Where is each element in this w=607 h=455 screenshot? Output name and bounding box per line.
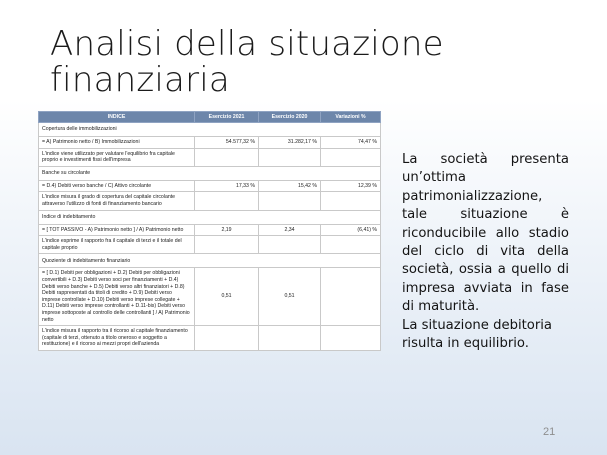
formula-cell: = D.4) Debiti verso banche / C) Attivo circolante [39,180,195,192]
description-cell: L'indice esprime il rapporto fra il capitale di terzi e il totale del capitale proprio [39,236,195,254]
header-variazioni: Variazioni % [321,112,381,123]
financial-indices-table [38,111,381,351]
formula-cell: = A) Patrimonio netto / B) Immobilizzazioni [39,137,195,149]
slide-title [50,26,570,98]
table-row [39,224,381,236]
value-2021: 2,19 [195,224,259,236]
variation-value [321,268,381,326]
commentary-paragraph-2: La situazione debitoria risulta in equilibrio. [402,317,553,352]
table-row [39,137,381,149]
formula-cell: = [ TOT PASSIVO - A) Patrimonio netto ] / A) Patrimonio netto [39,224,195,236]
value-2020: 31.282,17 % [259,137,321,149]
value-2020: 0,51 [259,268,321,326]
slide-title-line-2: finanziaria [50,60,230,100]
description-cell: L'indice misura il rapporto tra il ricorso al capitale finanziamento (capitale di terzi, ottenuto a titolo oneroso e soggetto a restituzione) e il ricorso ai mezzi propri dell'azienda [39,326,195,351]
commentary-text [402,151,569,353]
slide-title-line-1: Analisi della situazione [50,24,444,64]
description-row [39,236,381,254]
value-2021: 54.577,32 % [195,137,259,149]
formula-cell: = [ D.1) Debiti per obbligazioni + D.2) Debiti per obbligazioni convertibili + D.3) Debiti verso soci per finanziamenti + D.4) Debiti verso banche + D.5) Debiti verso altri finanziatori + D.8) Debiti rappresentati da titoli di credito + D.9) Debiti verso imprese controllate + D.10) Debiti verso imprese collegate + D.11) Debiti verso imprese controllanti + D.11-bis) Debiti verso imprese sottoposte al controllo delle controllanti ] / A) Patrimonio netto [39,268,195,326]
variation-value: 74,47 % [321,137,381,149]
value-2021: 17,33 % [195,180,259,192]
section-row [39,254,381,268]
page-number: 21 [543,426,556,438]
header-esercizio-2021: Esercizio 2021 [195,112,259,123]
value-2020: 15,42 % [259,180,321,192]
table-row [39,180,381,192]
table-header-row [39,112,381,123]
variation-value: (6,41) % [321,224,381,236]
commentary-paragraph-1: La società presenta un’ottima patrimonializzazione, tale situazione è riconducibile allo stadio del ciclo di vita della società, ossia a quello di impresa avviata in fase di maturità. [402,152,569,315]
section-label: Copertura delle immobilizzazioni [39,123,381,137]
section-label: Indice di indebitamento [39,210,381,224]
section-row [39,166,381,180]
description-row [39,326,381,351]
section-row [39,123,381,137]
header-indice: INDICE [39,112,195,123]
section-label: Banche su circolante [39,166,381,180]
section-label: Quoziente di indebitamento finanziario [39,254,381,268]
variation-value: 12,39 % [321,180,381,192]
value-2021: 0,51 [195,268,259,326]
section-row [39,210,381,224]
value-2020: 2,34 [259,224,321,236]
description-row [39,148,381,166]
description-cell: L'indice viene utilizzato per valutare l'equilibrio fra capitale proprio e investimenti fissi dell'impresa [39,148,195,166]
description-row [39,192,381,210]
description-cell: L'indice misura il grado di copertura del capitale circolante attraverso l'utilizzo di fonti di finanziamento bancario [39,192,195,210]
table-row [39,268,381,326]
header-esercizio-2020: Esercizio 2020 [259,112,321,123]
